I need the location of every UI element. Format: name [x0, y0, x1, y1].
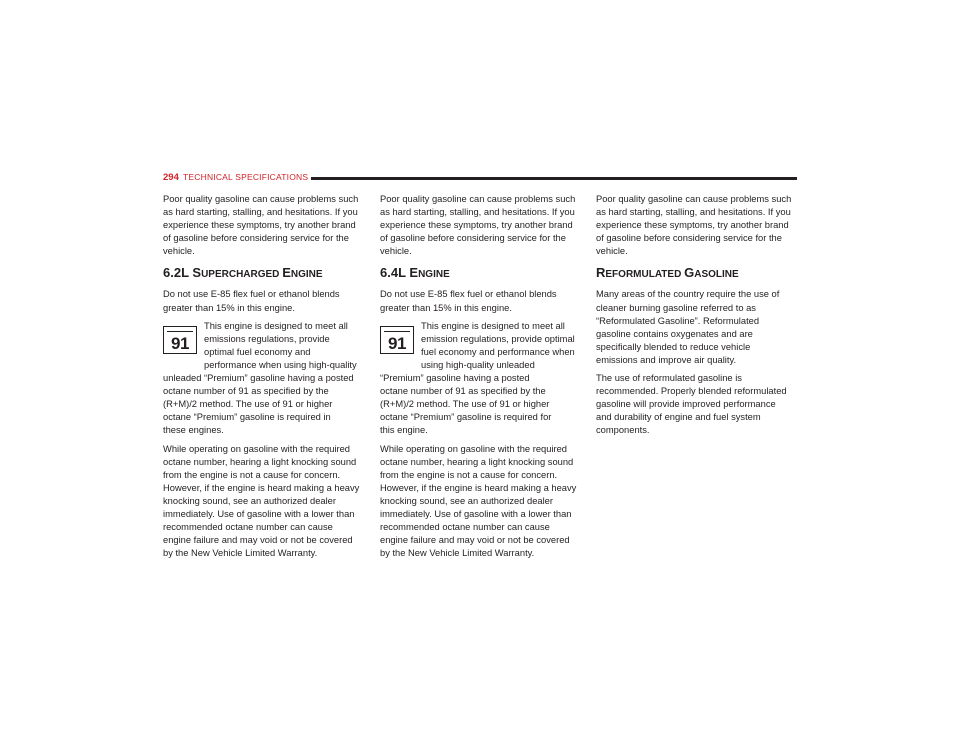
- text-line: as hard starting, stalling, and hesitations. If you: [163, 207, 358, 218]
- reformulated-paragraph: [596, 288, 796, 367]
- text-line: immediately. Use of gasoline with a lower than: [380, 508, 572, 519]
- text-line: of gasoline before considering service for the: [163, 233, 349, 244]
- text-line: by the New Vehicle Limited Warranty.: [380, 548, 535, 559]
- text-line: optimal fuel economy and: [204, 346, 311, 357]
- octane-91-icon: [380, 326, 414, 354]
- octane-requirement: [380, 320, 580, 438]
- text-line: gasoline contains oxygenates and are: [596, 328, 753, 339]
- page-header: [163, 172, 797, 186]
- text-line: (R+M)/2 method. The use of 91 or higher: [163, 399, 333, 410]
- section-heading: 6.2L SUPERCHARGED ENGINE: [163, 265, 323, 281]
- text-line: octane number, hearing a light knocking sound: [380, 456, 574, 467]
- text-line: octane number of 91 as specified by the: [380, 386, 546, 397]
- text-line: greater than 15% in this engine.: [380, 302, 512, 313]
- text-line: immediately. Use of gasoline with a lower than: [163, 508, 355, 519]
- section-heading: 6.4L ENGINE: [380, 265, 450, 281]
- text-line: “Premium” gasoline having a posted: [380, 373, 530, 384]
- text-line: from the engine is not a cause for concern.: [163, 469, 341, 480]
- text-line: cleaner burning gasoline referred to as: [596, 302, 756, 313]
- recommended-paragraph: [596, 372, 796, 437]
- octane-icon-label: 91: [171, 333, 189, 353]
- text-line: this engine.: [380, 425, 428, 436]
- text-line: specifically blended to reduce vehicle: [596, 341, 751, 352]
- section-heading: REFORMULATED GASOLINE: [596, 265, 739, 281]
- text-line: octane “Premium” gasoline is required in: [163, 412, 331, 423]
- text-line: gasoline will provide improved performance: [596, 399, 776, 410]
- text-line: Do not use E-85 flex fuel or ethanol blends: [380, 289, 557, 300]
- text-line: engine failure and may void or not be covered: [380, 535, 570, 546]
- text-line: Poor quality gasoline can cause problems such: [163, 194, 359, 204]
- text-line: these engines.: [163, 425, 224, 436]
- text-line: as hard starting, stalling, and hesitations. If you: [596, 207, 791, 218]
- column-1: [163, 193, 363, 565]
- text-line: (R+M)/2 method. The use of 91 or higher: [380, 399, 550, 410]
- text-line: from the engine is not a cause for concern.: [380, 469, 558, 480]
- text-line: This engine is designed to meet all: [421, 320, 565, 331]
- text-line: vehicle.: [596, 246, 628, 257]
- text-line: This engine is designed to meet all: [204, 320, 348, 331]
- text-line: emissions regulations, provide: [204, 333, 330, 344]
- knock-paragraph: [163, 443, 363, 561]
- text-line: emissions and improve air quality.: [596, 354, 737, 365]
- text-line: unleaded “Premium” gasoline having a posted: [163, 373, 354, 384]
- text-line: and durability of engine and fuel system: [596, 412, 761, 423]
- text-line: emission regulations, provide optimal: [421, 333, 575, 344]
- text-line: octane “Premium” gasoline is required for: [380, 412, 552, 423]
- column-2: [380, 193, 580, 565]
- text-line: Many areas of the country require the use of: [596, 289, 780, 300]
- e85-paragraph: [163, 288, 363, 314]
- text-line: Poor quality gasoline can cause problems such: [380, 194, 576, 204]
- octane-91-icon: [163, 326, 197, 354]
- column-3: [596, 193, 796, 443]
- octane-requirement: [163, 320, 363, 438]
- text-line: “Reformulated Gasoline”. Reformulated: [596, 315, 760, 326]
- text-line: While operating on gasoline with the required: [163, 443, 350, 454]
- text-line: However, if the engine is heard making a heavy: [163, 482, 360, 493]
- text-line: engine failure and may void or not be covered: [163, 535, 353, 546]
- text-line: octane number of 91 as specified by the: [163, 386, 329, 397]
- text-line: as hard starting, stalling, and hesitations. If you: [380, 207, 575, 218]
- page-number: 294: [163, 172, 179, 183]
- text-line: recommended octane number can cause: [380, 522, 550, 533]
- text-line: knocking sound, see an authorized dealer: [380, 495, 553, 506]
- text-line: of gasoline before considering service for the: [380, 233, 566, 244]
- text-line: by the New Vehicle Limited Warranty.: [163, 548, 318, 559]
- text-line: experience these symptoms, try another brand: [380, 220, 573, 231]
- text-line: recommended. Properly blended reformulated: [596, 386, 787, 397]
- text-line: using high-quality unleaded: [421, 359, 535, 370]
- text-line: octane number, hearing a light knocking sound: [163, 456, 357, 467]
- intro-paragraph: [380, 193, 580, 258]
- section-title: TECHNICAL SPECIFICATIONS: [183, 172, 309, 182]
- text-line: greater than 15% in this engine.: [163, 302, 295, 313]
- octane-icon-label: 91: [388, 333, 406, 353]
- knock-paragraph: [380, 443, 580, 561]
- text-line: fuel economy and performance when: [421, 346, 575, 357]
- text-line: performance when using high-quality: [204, 359, 357, 370]
- intro-paragraph: [596, 193, 796, 258]
- text-line: experience these symptoms, try another brand: [163, 220, 356, 231]
- text-line: Poor quality gasoline can cause problems such: [596, 194, 792, 204]
- text-line: recommended octane number can cause: [163, 522, 333, 533]
- text-line: Do not use E-85 flex fuel or ethanol blends: [163, 289, 340, 300]
- text-line: The use of reformulated gasoline is: [596, 373, 742, 384]
- header-rule: [311, 177, 797, 180]
- text-line: components.: [596, 425, 650, 436]
- e85-paragraph: [380, 288, 580, 314]
- text-line: experience these symptoms, try another brand: [596, 220, 789, 231]
- text-line: of gasoline before considering service for the: [596, 233, 782, 244]
- text-line: While operating on gasoline with the required: [380, 443, 567, 454]
- text-line: However, if the engine is heard making a heavy: [380, 482, 577, 493]
- text-line: vehicle.: [380, 246, 412, 257]
- text-line: knocking sound, see an authorized dealer: [163, 495, 336, 506]
- intro-paragraph: [163, 193, 363, 258]
- text-line: vehicle.: [163, 246, 195, 257]
